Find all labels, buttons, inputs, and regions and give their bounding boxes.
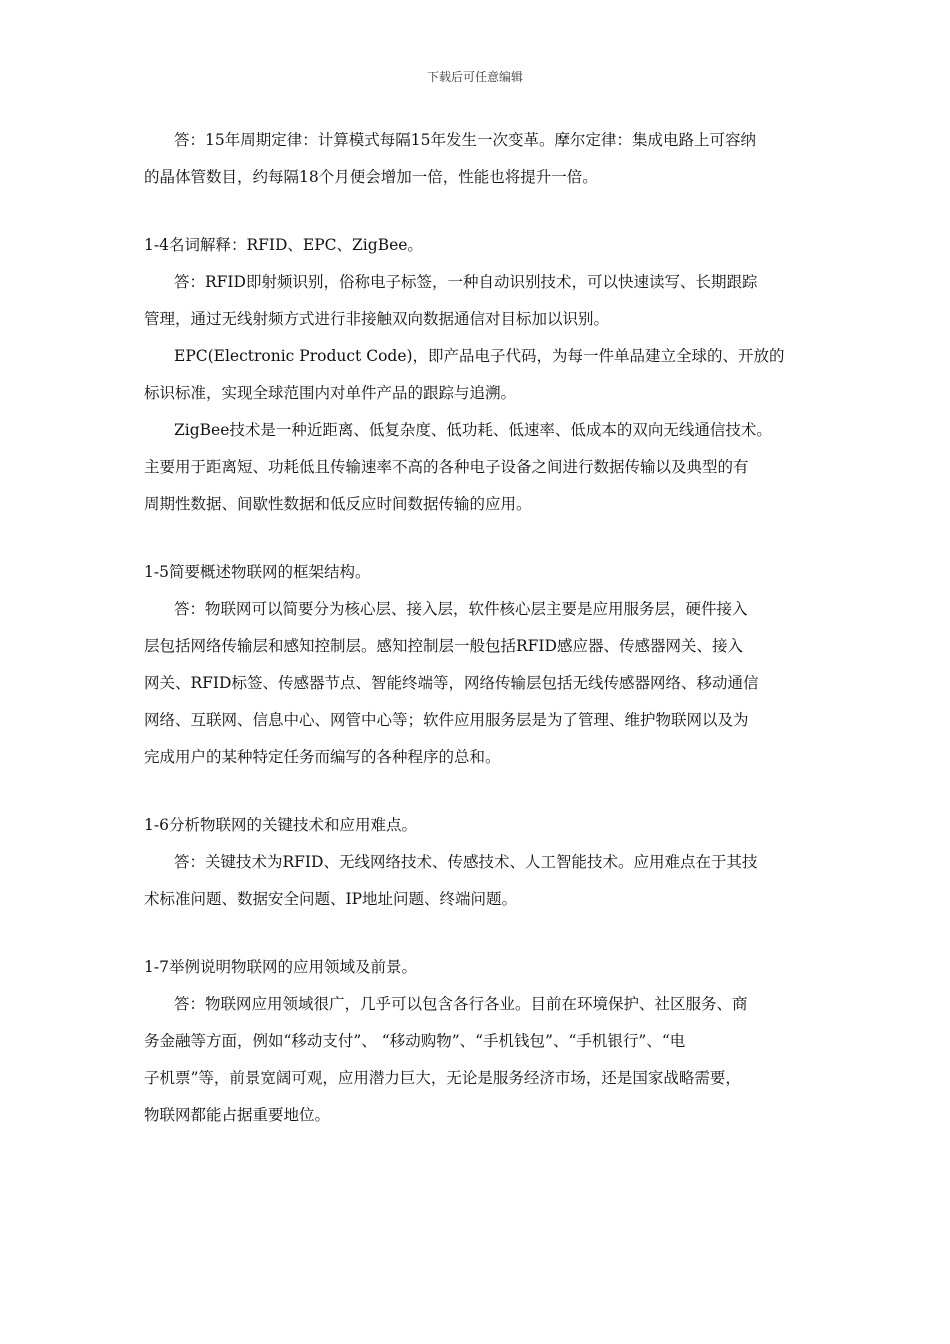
text-line: 完成用户的某种特定任务而编写的各种程序的总和。 (144, 748, 501, 766)
text-line: EPC(Electronic Product Code)，即产品电子代码，为每一件单品建立全球的、开放的 (174, 347, 785, 365)
answer-paragraph (144, 264, 816, 338)
text-line: 管理，通过无线射频方式进行非接触双向数据通信对目标加以识别。 (144, 310, 610, 328)
question-heading: 1-6分析物联网的关键技术和应用难点。 (144, 816, 417, 834)
answer-paragraph (144, 412, 816, 523)
answer-paragraph (144, 122, 816, 196)
text-line: 答：物联网应用领域很广，几乎可以包含各行各业。目前在环境保护、社区服务、商 (174, 995, 748, 1013)
text-line: 网络、互联网、信息中心、网管中心等；软件应用服务层是为了管理、维护物联网以及为 (144, 711, 749, 729)
answer-paragraph (144, 591, 816, 776)
answer-paragraph (144, 844, 816, 918)
question-heading: 1-4名词解释：RFID、EPC、ZigBee。 (144, 236, 423, 254)
text-line: 的晶体管数目，约每隔18个月便会增加一倍，性能也将提升一倍。 (144, 168, 598, 186)
text-line: ZigBee技术是一种近距离、低复杂度、低功耗、低速率、低成本的双向无线通信技术。 (174, 421, 772, 439)
text-line: 子机票”等，前景宽阔可观，应用潜力巨大，无论是服务经济市场，还是国家战略需要， (144, 1069, 741, 1087)
text-line: 周期性数据、间歇性数据和低反应时间数据传输的应用。 (144, 495, 532, 513)
text-line: 主要用于距离短、功耗低且传输速率不高的各种电子设备之间进行数据传输以及典型的有 (144, 458, 749, 476)
answer-paragraph (144, 338, 816, 412)
text-line: 标识标准，实现全球范围内对单件产品的跟踪与追溯。 (144, 384, 517, 402)
answer-paragraph (144, 986, 816, 1134)
page-header: 下载后可任意编辑 (426, 70, 523, 84)
text-line: 务金融等方面，例如“移动支付”、 “移动购物”、“手机钱包”、“手机银行”、“电 (144, 1032, 686, 1050)
question-heading: 1-5简要概述物联网的框架结构。 (144, 563, 371, 581)
text-line: 答：15年周期定律：计算模式每隔15年发生一次变革。摩尔定律：集成电路上可容纳 (174, 131, 756, 149)
text-line: 物联网都能占据重要地位。 (144, 1106, 331, 1124)
text-line: 网关、RFID标签、传感器节点、智能终端等，网络传输层包括无线传感器网络、移动通信 (144, 674, 759, 692)
text-line: 术标准问题、数据安全问题、IP地址问题、终端问题。 (144, 890, 518, 908)
text-line: 答：关键技术为RFID、无线网络技术、传感技术、人工智能技术。应用难点在于其技 (174, 853, 758, 871)
question-heading: 1-7举例说明物联网的应用领域及前景。 (144, 958, 417, 976)
text-line: 层包括网络传输层和感知控制层。感知控制层一般包括RFID感应器、传感器网关、接入 (144, 637, 743, 655)
text-line: 答：RFID即射频识别，俗称电子标签，一种自动识别技术，可以快速读写、长期跟踪 (174, 273, 758, 291)
text-line: 答：物联网可以简要分为核心层、接入层，软件核心层主要是应用服务层，硬件接入 (174, 600, 748, 618)
document-body (144, 122, 816, 1134)
